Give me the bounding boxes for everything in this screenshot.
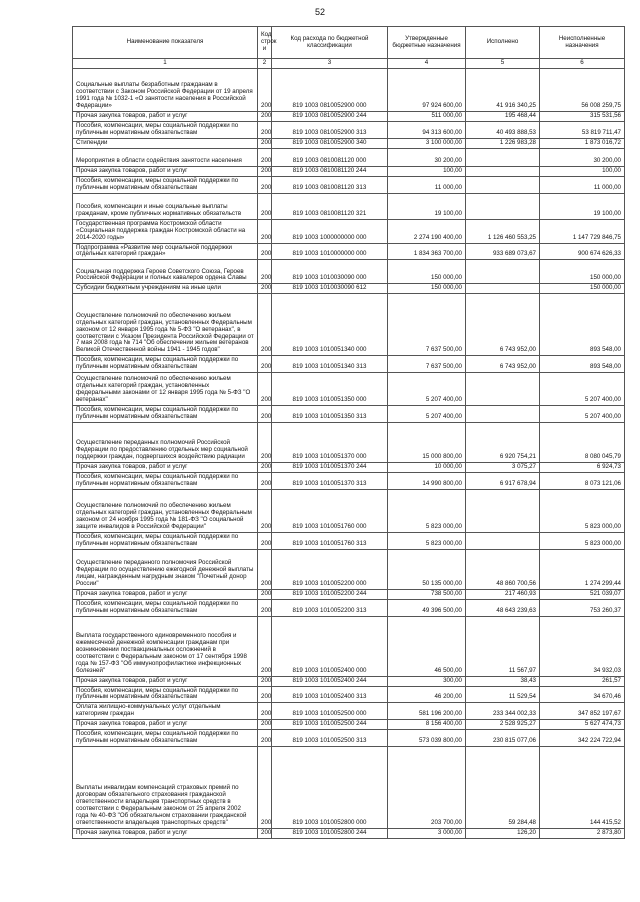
column-index: 4 — [388, 59, 466, 69]
classification-code: 819 1003 1010052500 244 — [272, 720, 388, 730]
remaining-amount: 5 207 400,00 — [540, 406, 625, 423]
remaining-amount: 34 670,46 — [540, 686, 625, 703]
executed-amount: 6 743 952,00 — [466, 294, 540, 356]
indicator-name: Прочая закупка товаров, работ и услуг — [73, 111, 258, 121]
row-code: 200 — [258, 747, 272, 829]
approved-amount: 2 274 190 400,00 — [388, 219, 466, 243]
classification-code: 819 1003 1010051370 000 — [272, 423, 388, 463]
approved-amount: 10 000,00 — [388, 463, 466, 473]
approved-amount: 5 207 400,00 — [388, 373, 466, 406]
table-row — [73, 260, 625, 284]
remaining-amount: 1 274 299,44 — [540, 549, 625, 589]
classification-code: 819 1003 1010052200 244 — [272, 589, 388, 599]
remaining-amount: 261,57 — [540, 676, 625, 686]
table-row — [73, 111, 625, 121]
approved-amount: 30 200,00 — [388, 148, 466, 166]
remaining-amount: 34 932,03 — [540, 616, 625, 676]
approved-amount: 50 135 000,00 — [388, 549, 466, 589]
classification-code: 819 1003 1010052500 313 — [272, 730, 388, 747]
classification-code: 819 1003 1010000000 000 — [272, 243, 388, 260]
approved-amount: 11 000,00 — [388, 176, 466, 193]
classification-code: 819 1003 1010030090 612 — [272, 284, 388, 294]
remaining-amount: 342 224 722,94 — [540, 730, 625, 747]
table-row — [73, 356, 625, 373]
row-code: 200 — [258, 463, 272, 473]
remaining-amount: 6 924,73 — [540, 463, 625, 473]
executed-amount: 230 815 077,06 — [466, 730, 540, 747]
indicator-name: Пособия, компенсации, меры социальной поддержки по публичным нормативным обязательствам — [73, 532, 258, 549]
approved-amount: 49 396 500,00 — [388, 599, 466, 616]
classification-code: 819 1003 1010052400 313 — [272, 686, 388, 703]
indicator-name: Пособия, компенсации, меры социальной поддержки по публичным нормативным обязательствам — [73, 730, 258, 747]
table-row — [73, 599, 625, 616]
classification-code: 819 1003 0810052900 244 — [272, 111, 388, 121]
executed-amount — [466, 148, 540, 166]
table-row — [73, 730, 625, 747]
indicator-name: Осуществление переданных полномочий Российской Федерации по предоставлению отдельных мер социальной поддержки граждан, подвергшихся воздействию радиации — [73, 423, 258, 463]
remaining-amount: 347 852 197,67 — [540, 703, 625, 720]
page-number: 52 — [314, 7, 325, 17]
indicator-name: Подпрограмма «Развитие мер социальной поддержки отдельных категорий граждан» — [73, 243, 258, 260]
row-code: 200 — [258, 138, 272, 148]
table-row — [73, 373, 625, 406]
row-code: 200 — [258, 489, 272, 532]
executed-amount: 59 284,48 — [466, 747, 540, 829]
row-code: 200 — [258, 703, 272, 720]
column-index: 3 — [272, 59, 388, 69]
remaining-amount: 5 627 474,73 — [540, 720, 625, 730]
indicator-name: Оплата жилищно-коммунальных услуг отдельным категориям граждан — [73, 703, 258, 720]
approved-amount: 5 823 000,00 — [388, 532, 466, 549]
row-code: 200 — [258, 193, 272, 219]
classification-code: 819 1003 1010051350 313 — [272, 406, 388, 423]
indicator-name: Выплаты инвалидам компенсаций страховых премий по договорам обязательного страхования гражданской ответственности владельцев транспортных средств в соответствии с Федеральным законом от 25 апреля 2002 года № 40-ФЗ "Об обязательном страховании гражданской ответственности владельцев транспортных средств" — [73, 747, 258, 829]
indicator-name: Прочая закупка товаров, работ и услуг — [73, 720, 258, 730]
row-code: 200 — [258, 676, 272, 686]
header-remaining: Неисполненные назначения — [540, 27, 625, 59]
column-index-row — [73, 59, 625, 69]
indicator-name: Прочая закупка товаров, работ и услуг — [73, 463, 258, 473]
classification-code: 819 1003 1010051350 000 — [272, 373, 388, 406]
table-header-row — [73, 27, 625, 59]
indicator-name: Прочая закупка товаров, работ и услуг — [73, 676, 258, 686]
executed-amount: 2 528 925,27 — [466, 720, 540, 730]
remaining-amount: 100,00 — [540, 166, 625, 176]
table-row — [73, 294, 625, 356]
classification-code: 819 1003 1010030090 000 — [272, 260, 388, 284]
approved-amount: 150 000,00 — [388, 284, 466, 294]
classification-code: 819 1003 1010051340 000 — [272, 294, 388, 356]
table-row — [73, 166, 625, 176]
approved-amount: 19 100,00 — [388, 193, 466, 219]
classification-code: 819 1003 1010051340 313 — [272, 356, 388, 373]
row-code: 200 — [258, 148, 272, 166]
approved-amount: 97 924 600,00 — [388, 68, 466, 111]
table-row — [73, 616, 625, 676]
classification-code: 819 1003 1010052200 313 — [272, 599, 388, 616]
table-row — [73, 589, 625, 599]
executed-amount: 126,20 — [466, 829, 540, 839]
indicator-name: Прочая закупка товаров, работ и услуг — [73, 589, 258, 599]
remaining-amount: 5 207 400,00 — [540, 373, 625, 406]
executed-amount: 40 493 888,53 — [466, 121, 540, 138]
remaining-amount: 5 823 000,00 — [540, 532, 625, 549]
row-code: 200 — [258, 549, 272, 589]
approved-amount: 14 990 800,00 — [388, 473, 466, 490]
approved-amount: 300,00 — [388, 676, 466, 686]
indicator-name: Пособия, компенсации, меры социальной поддержки по публичным нормативным обязательствам — [73, 176, 258, 193]
executed-amount: 217 460,93 — [466, 589, 540, 599]
row-code: 200 — [258, 219, 272, 243]
classification-code: 819 1003 1010052800 244 — [272, 829, 388, 839]
row-code: 200 — [258, 111, 272, 121]
remaining-amount: 30 200,00 — [540, 148, 625, 166]
approved-amount: 203 700,00 — [388, 747, 466, 829]
classification-code: 819 1003 1010051370 313 — [272, 473, 388, 490]
executed-amount — [466, 284, 540, 294]
approved-amount: 7 637 500,00 — [388, 356, 466, 373]
remaining-amount: 8 080 045,79 — [540, 423, 625, 463]
approved-amount: 1 834 363 700,00 — [388, 243, 466, 260]
remaining-amount: 11 000,00 — [540, 176, 625, 193]
executed-amount — [466, 193, 540, 219]
remaining-amount: 150 000,00 — [540, 260, 625, 284]
table-row — [73, 176, 625, 193]
classification-code: 819 1003 0810081120 313 — [272, 176, 388, 193]
classification-code: 819 1003 0810081120 244 — [272, 166, 388, 176]
table-row — [73, 473, 625, 490]
remaining-amount: 19 100,00 — [540, 193, 625, 219]
remaining-amount: 56 008 259,75 — [540, 68, 625, 111]
classification-code: 819 1003 0810081120 000 — [272, 148, 388, 166]
executed-amount — [466, 176, 540, 193]
executed-amount: 48 643 239,63 — [466, 599, 540, 616]
row-code: 200 — [258, 243, 272, 260]
classification-code: 819 1003 1010052500 000 — [272, 703, 388, 720]
executed-amount: 6 920 754,21 — [466, 423, 540, 463]
executed-amount: 41 916 340,25 — [466, 68, 540, 111]
row-code: 200 — [258, 373, 272, 406]
indicator-name: Прочая закупка товаров, работ и услуг — [73, 829, 258, 839]
row-code: 200 — [258, 423, 272, 463]
row-code: 200 — [258, 294, 272, 356]
remaining-amount: 893 548,00 — [540, 294, 625, 356]
row-code: 200 — [258, 599, 272, 616]
row-code: 200 — [258, 68, 272, 111]
approved-amount: 7 637 500,00 — [388, 294, 466, 356]
executed-amount: 195 468,44 — [466, 111, 540, 121]
approved-amount: 511 000,00 — [388, 111, 466, 121]
approved-amount: 94 313 600,00 — [388, 121, 466, 138]
header-executed: Исполнено — [466, 27, 540, 59]
indicator-name: Пособия, компенсации, меры социальной поддержки по публичным нормативным обязательствам — [73, 121, 258, 138]
classification-code: 819 1003 1010051760 313 — [272, 532, 388, 549]
row-code: 200 — [258, 473, 272, 490]
indicator-name: Осуществление полномочий по обеспечению жильем отдельных категорий граждан, установленных Федеральным законом от 12 января 1995 года № 5-ФЗ "О ветеранах", в соответствии с Указом Президента Российской Федерации от 7 мая 2008 года № 714 "Об обеспечении жильем ветеранов Великой Отечественной войны 1941 - 1945 годов" — [73, 294, 258, 356]
indicator-name: Пособия, компенсации, меры социальной поддержки по публичным нормативным обязательствам — [73, 406, 258, 423]
approved-amount: 738 500,00 — [388, 589, 466, 599]
classification-code: 819 1003 1010052400 000 — [272, 616, 388, 676]
approved-amount: 581 196 200,00 — [388, 703, 466, 720]
remaining-amount: 1 147 729 846,75 — [540, 219, 625, 243]
row-code: 200 — [258, 356, 272, 373]
classification-code: 819 1003 0810052900 000 — [272, 68, 388, 111]
executed-amount: 6 917 678,94 — [466, 473, 540, 490]
row-code: 200 — [258, 260, 272, 284]
table-row — [73, 68, 625, 111]
row-code: 200 — [258, 284, 272, 294]
remaining-amount: 150 000,00 — [540, 284, 625, 294]
table-row — [73, 703, 625, 720]
table-row — [73, 489, 625, 532]
table-row — [73, 549, 625, 589]
indicator-name: Осуществление переданного полномочия Российской Федерации по осуществлению ежегодной денежной выплаты лицам, награжденным нагрудным знаком "Почетный донор России" — [73, 549, 258, 589]
remaining-amount: 753 260,37 — [540, 599, 625, 616]
table-row — [73, 829, 625, 839]
executed-amount: 1 126 460 553,25 — [466, 219, 540, 243]
remaining-amount: 521 039,07 — [540, 589, 625, 599]
remaining-amount: 8 073 121,06 — [540, 473, 625, 490]
classification-code: 819 1003 1010051370 244 — [272, 463, 388, 473]
indicator-name: Мероприятия в области содействия занятости населения — [73, 148, 258, 166]
indicator-name: Осуществление полномочий по обеспечению жильем отдельных категорий граждан, установленных Федеральным законом от 24 ноября 1995 года № 181-ФЗ "О социальной защите инвалидов в Российской Федерации" — [73, 489, 258, 532]
approved-amount: 573 039 800,00 — [388, 730, 466, 747]
indicator-name: Прочая закупка товаров, работ и услуг — [73, 166, 258, 176]
row-code: 200 — [258, 616, 272, 676]
classification-code: 819 1003 0810052900 313 — [272, 121, 388, 138]
row-code: 200 — [258, 121, 272, 138]
table-row — [73, 463, 625, 473]
executed-amount: 3 075,27 — [466, 463, 540, 473]
executed-amount: 48 860 700,56 — [466, 549, 540, 589]
row-code: 200 — [258, 686, 272, 703]
classification-code: 819 1003 0810052900 340 — [272, 138, 388, 148]
indicator-name: Осуществление полномочий по обеспечению жильем отдельных категорий граждан, установленных федеральными законами от 12 января 1995 года № 5-ФЗ "О ветеранах" — [73, 373, 258, 406]
row-code: 200 — [258, 589, 272, 599]
approved-amount: 8 156 400,00 — [388, 720, 466, 730]
table-row — [73, 121, 625, 138]
classification-code: 819 1003 1010051760 000 — [272, 489, 388, 532]
table-row — [73, 193, 625, 219]
classification-code: 819 1003 0810081120 321 — [272, 193, 388, 219]
executed-amount — [466, 489, 540, 532]
row-code: 200 — [258, 406, 272, 423]
row-code: 200 — [258, 166, 272, 176]
table-body — [73, 68, 625, 838]
executed-amount — [466, 373, 540, 406]
classification-code: 819 1003 1010052800 000 — [272, 747, 388, 829]
approved-amount: 5 823 000,00 — [388, 489, 466, 532]
header-indicator-name: Наименование показателя — [73, 27, 258, 59]
header-classification-code: Код расхода по бюджетной классификации — [272, 27, 388, 59]
row-code: 200 — [258, 176, 272, 193]
classification-code: 819 1003 1010052200 000 — [272, 549, 388, 589]
table-row — [73, 676, 625, 686]
remaining-amount: 5 823 000,00 — [540, 489, 625, 532]
table-row — [73, 406, 625, 423]
table-row — [73, 532, 625, 549]
row-code: 200 — [258, 730, 272, 747]
indicator-name: Пособия, компенсации, меры социальной поддержки по публичным нормативным обязательствам — [73, 599, 258, 616]
column-index: 6 — [540, 59, 625, 69]
indicator-name: Пособия, компенсации, меры социальной поддержки по публичным нормативным обязательствам — [73, 686, 258, 703]
column-index: 5 — [466, 59, 540, 69]
table-row — [73, 148, 625, 166]
indicator-name: Стипендии — [73, 138, 258, 148]
remaining-amount: 2 873,80 — [540, 829, 625, 839]
table-row — [73, 284, 625, 294]
indicator-name: Выплата государственного единовременного пособия и ежемесячной денежной компенсации гражданам при возникновении поствакцинальных осложнений в соответствии с Федеральным законом от 17 сентября 1998 года № 157-ФЗ "Об иммунопрофилактике инфекционных болезней" — [73, 616, 258, 676]
indicator-name: Государственная программа Костромской области «Социальная поддержка граждан Костромской области на 2014-2020 годы» — [73, 219, 258, 243]
table-row — [73, 747, 625, 829]
row-code: 200 — [258, 720, 272, 730]
executed-amount: 38,43 — [466, 676, 540, 686]
row-code: 200 — [258, 532, 272, 549]
indicator-name: Пособия, компенсации и иные социальные выплаты гражданам, кроме публичных нормативных обязательств — [73, 193, 258, 219]
remaining-amount: 900 674 626,33 — [540, 243, 625, 260]
column-index: 1 — [73, 59, 258, 69]
table-row — [73, 243, 625, 260]
indicator-name: Пособия, компенсации, меры социальной поддержки по публичным нормативным обязательствам — [73, 356, 258, 373]
approved-amount: 46 500,00 — [388, 616, 466, 676]
executed-amount: 1 226 983,28 — [466, 138, 540, 148]
approved-amount: 3 000,00 — [388, 829, 466, 839]
table-row — [73, 219, 625, 243]
remaining-amount: 1 873 016,72 — [540, 138, 625, 148]
remaining-amount: 144 415,52 — [540, 747, 625, 829]
executed-amount — [466, 166, 540, 176]
executed-amount: 6 743 952,00 — [466, 356, 540, 373]
table-row — [73, 138, 625, 148]
remaining-amount: 53 819 711,47 — [540, 121, 625, 138]
executed-amount — [466, 260, 540, 284]
executed-amount: 933 689 073,67 — [466, 243, 540, 260]
executed-amount: 11 529,54 — [466, 686, 540, 703]
column-index: 2 — [258, 59, 272, 69]
table-row — [73, 686, 625, 703]
executed-amount — [466, 406, 540, 423]
remaining-amount: 893 548,00 — [540, 356, 625, 373]
row-code: 200 — [258, 829, 272, 839]
header-row-code: Код строк и — [258, 27, 272, 59]
classification-code: 819 1003 1010052400 244 — [272, 676, 388, 686]
table-row — [73, 423, 625, 463]
approved-amount: 100,00 — [388, 166, 466, 176]
executed-amount — [466, 532, 540, 549]
indicator-name: Социальные выплаты безработным гражданам в соответствии с Законом Российской Федерации от 19 апреля 1991 года № 1032-1 «О занятости населения в Российской Федерации» — [73, 68, 258, 111]
approved-amount: 15 000 800,00 — [388, 423, 466, 463]
table-row — [73, 720, 625, 730]
approved-amount: 46 200,00 — [388, 686, 466, 703]
indicator-name: Пособия, компенсации, меры социальной поддержки по публичным нормативным обязательствам — [73, 473, 258, 490]
header-approved: Утвержденные бюджетные назначения — [388, 27, 466, 59]
indicator-name: Социальная поддержка Героев Советского Союза, Героев Российской Федерации и полных кавалеров ордена Славы — [73, 260, 258, 284]
approved-amount: 5 207 400,00 — [388, 406, 466, 423]
approved-amount: 3 100 000,00 — [388, 138, 466, 148]
approved-amount: 150 000,00 — [388, 260, 466, 284]
budget-execution-table — [72, 26, 625, 839]
remaining-amount: 315 531,56 — [540, 111, 625, 121]
indicator-name: Субсидии бюджетным учреждениям на иные цели — [73, 284, 258, 294]
classification-code: 819 1003 1000000000 000 — [272, 219, 388, 243]
executed-amount: 233 344 002,33 — [466, 703, 540, 720]
executed-amount: 11 567,97 — [466, 616, 540, 676]
